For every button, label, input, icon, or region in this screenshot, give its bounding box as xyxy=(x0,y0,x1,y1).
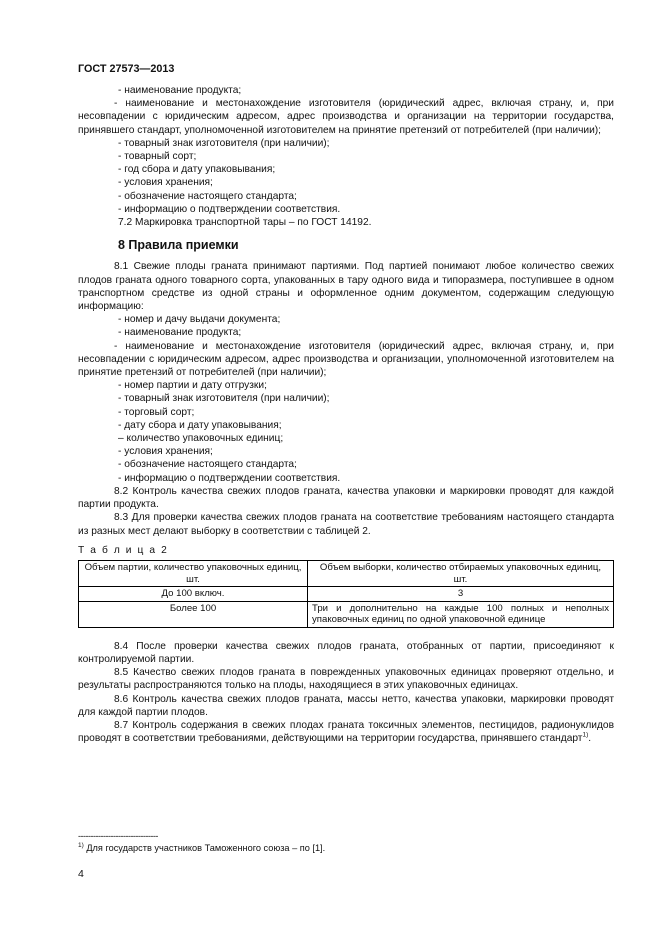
list-item: - обозначение настоящего стандарта; xyxy=(118,190,297,202)
paragraph-8-7-text: 8.7 Контроль содержания в свежих плодах граната токсичных элементов, пестицидов, радионуклидов проводят в соответствии требованиями, действующими на территории государства, принявшего стандарт xyxy=(78,720,614,745)
list-item: - дату сбора и дату упаковывания; xyxy=(118,419,282,431)
paragraph-8-6: 8.6 Контроль качества свежих плодов граната, массы нетто, качества упаковки, маркировки проводят для каждой партии плодов. xyxy=(78,693,614,718)
list-item: - товарный сорт; xyxy=(118,151,197,163)
section-heading: 8 Правила приемки xyxy=(118,238,239,253)
list-item: - год сбора и дату упаковывания; xyxy=(118,164,276,176)
table-header-row xyxy=(79,560,614,586)
list-item: - номер и дачу выдачи документа; xyxy=(118,314,281,326)
table-row xyxy=(79,601,614,627)
list-item: - товарный знак изготовителя (при наличии); xyxy=(118,393,330,405)
list-item: - наименование продукта; xyxy=(118,327,242,339)
list-item: - торговый сорт; xyxy=(118,406,195,418)
list-item: - наименование продукта; xyxy=(118,85,242,96)
table-caption: Т а б л и ц а 2 xyxy=(78,544,169,556)
footnote-text: Для государств участников Таможенного союза – по [1]. xyxy=(83,843,326,853)
footnote-mark: 1) xyxy=(78,841,84,849)
paragraph-7-2: 7.2 Маркировка транспортной тары – по ГОСТ 14192. xyxy=(118,217,372,229)
list-item: - информацию о подтверждении соответствия. xyxy=(118,472,341,484)
list-item: - товарный знак изготовителя (при наличии); xyxy=(118,137,330,149)
page-content xyxy=(78,84,614,746)
table-header-cell: Объем партии, количество упаковочных единиц, шт. xyxy=(79,560,308,586)
page-number: 4 xyxy=(78,868,84,880)
paragraph-8-5: 8.5 Качество свежих плодов граната в поврежденных упаковочных единицах проверяют отдельно, и результаты распространяются только на плоды, находящиеся в этих упаковочных единицах. xyxy=(78,667,614,692)
table-cell: Более 100 xyxy=(79,601,308,627)
list-item: – количество упаковочных единиц; xyxy=(118,433,284,445)
list-item: - условия хранения; xyxy=(118,177,213,189)
list-item: - наименование и местонахождение изготовителя (юридический адрес, включая страну, и, при несовпадении с юридическим адресом, адрес производства и организации на территории государства, принявшего стандарт, уполномоченной изготовителем на принятие претензий от потребителей (при наличии); xyxy=(78,98,614,136)
table-row xyxy=(79,587,614,602)
table-cell: Три и дополнительно на каждые 100 полных и неполных упаковочных единиц по одной упаковочной единице xyxy=(308,601,614,627)
sampling-table xyxy=(78,560,614,628)
document-header: ГОСТ 27573—2013 xyxy=(78,63,175,75)
footnote-separator: -------------------------------- xyxy=(78,831,158,841)
list-item: - информацию о подтверждении соответствия. xyxy=(118,203,341,215)
list-item: - номер партии и дату отгрузки; xyxy=(118,380,267,392)
paragraph-8-3: 8.3 Для проверки качества свежих плодов граната на соответствие требованиям настоящего стандарта из разных мест делают выборку в соответствии с таблицей 2. xyxy=(78,512,614,537)
list-item: - условия хранения; xyxy=(118,446,213,458)
table-cell: До 100 включ. xyxy=(79,587,308,602)
paragraph-8-1: 8.1 Свежие плоды граната принимают партиями. Под партией понимают любое количество свежих плодов граната одного товарного сорта, упакованных в тару одного вида и типоразмера, поступившее в одном транспортном средстве из одной страны и оформленное одним документом, содержащим следующую информацию: xyxy=(78,261,614,313)
table-cell: 3 xyxy=(308,587,614,602)
list-item: - наименование и местонахождение изготовителя (юридический адрес, включая страну, и, при несовпадении с юридическим адресом, адрес производства и организации, уполномоченной изготовителем на принятие претензий от потребителей (при наличии); xyxy=(78,340,614,379)
table-header-cell: Объем выборки, количество отбираемых упаковочных единиц, шт. xyxy=(308,560,614,586)
footnote-reference[interactable]: 1) xyxy=(582,731,589,739)
paragraph-8-2: 8.2 Контроль качества свежих плодов граната, качества упаковки и маркировки проводят для каждой партии продукта. xyxy=(78,485,614,511)
paragraph-8-4: 8.4 После проверки качества свежих плодов граната, отобранных от партии, присоединяют к контролируемой партии. xyxy=(78,640,614,666)
list-item: - обозначение настоящего стандарта; xyxy=(118,459,297,471)
paragraph-8-7: 8.7 Контроль содержания в свежих плодах граната токсичных элементов, пестицидов, радионуклидов проводят в соответствии требованиями, действующими на территории государства, принявшего стандарт$^{1)}$. xyxy=(78,720,614,745)
footnote xyxy=(78,843,325,853)
